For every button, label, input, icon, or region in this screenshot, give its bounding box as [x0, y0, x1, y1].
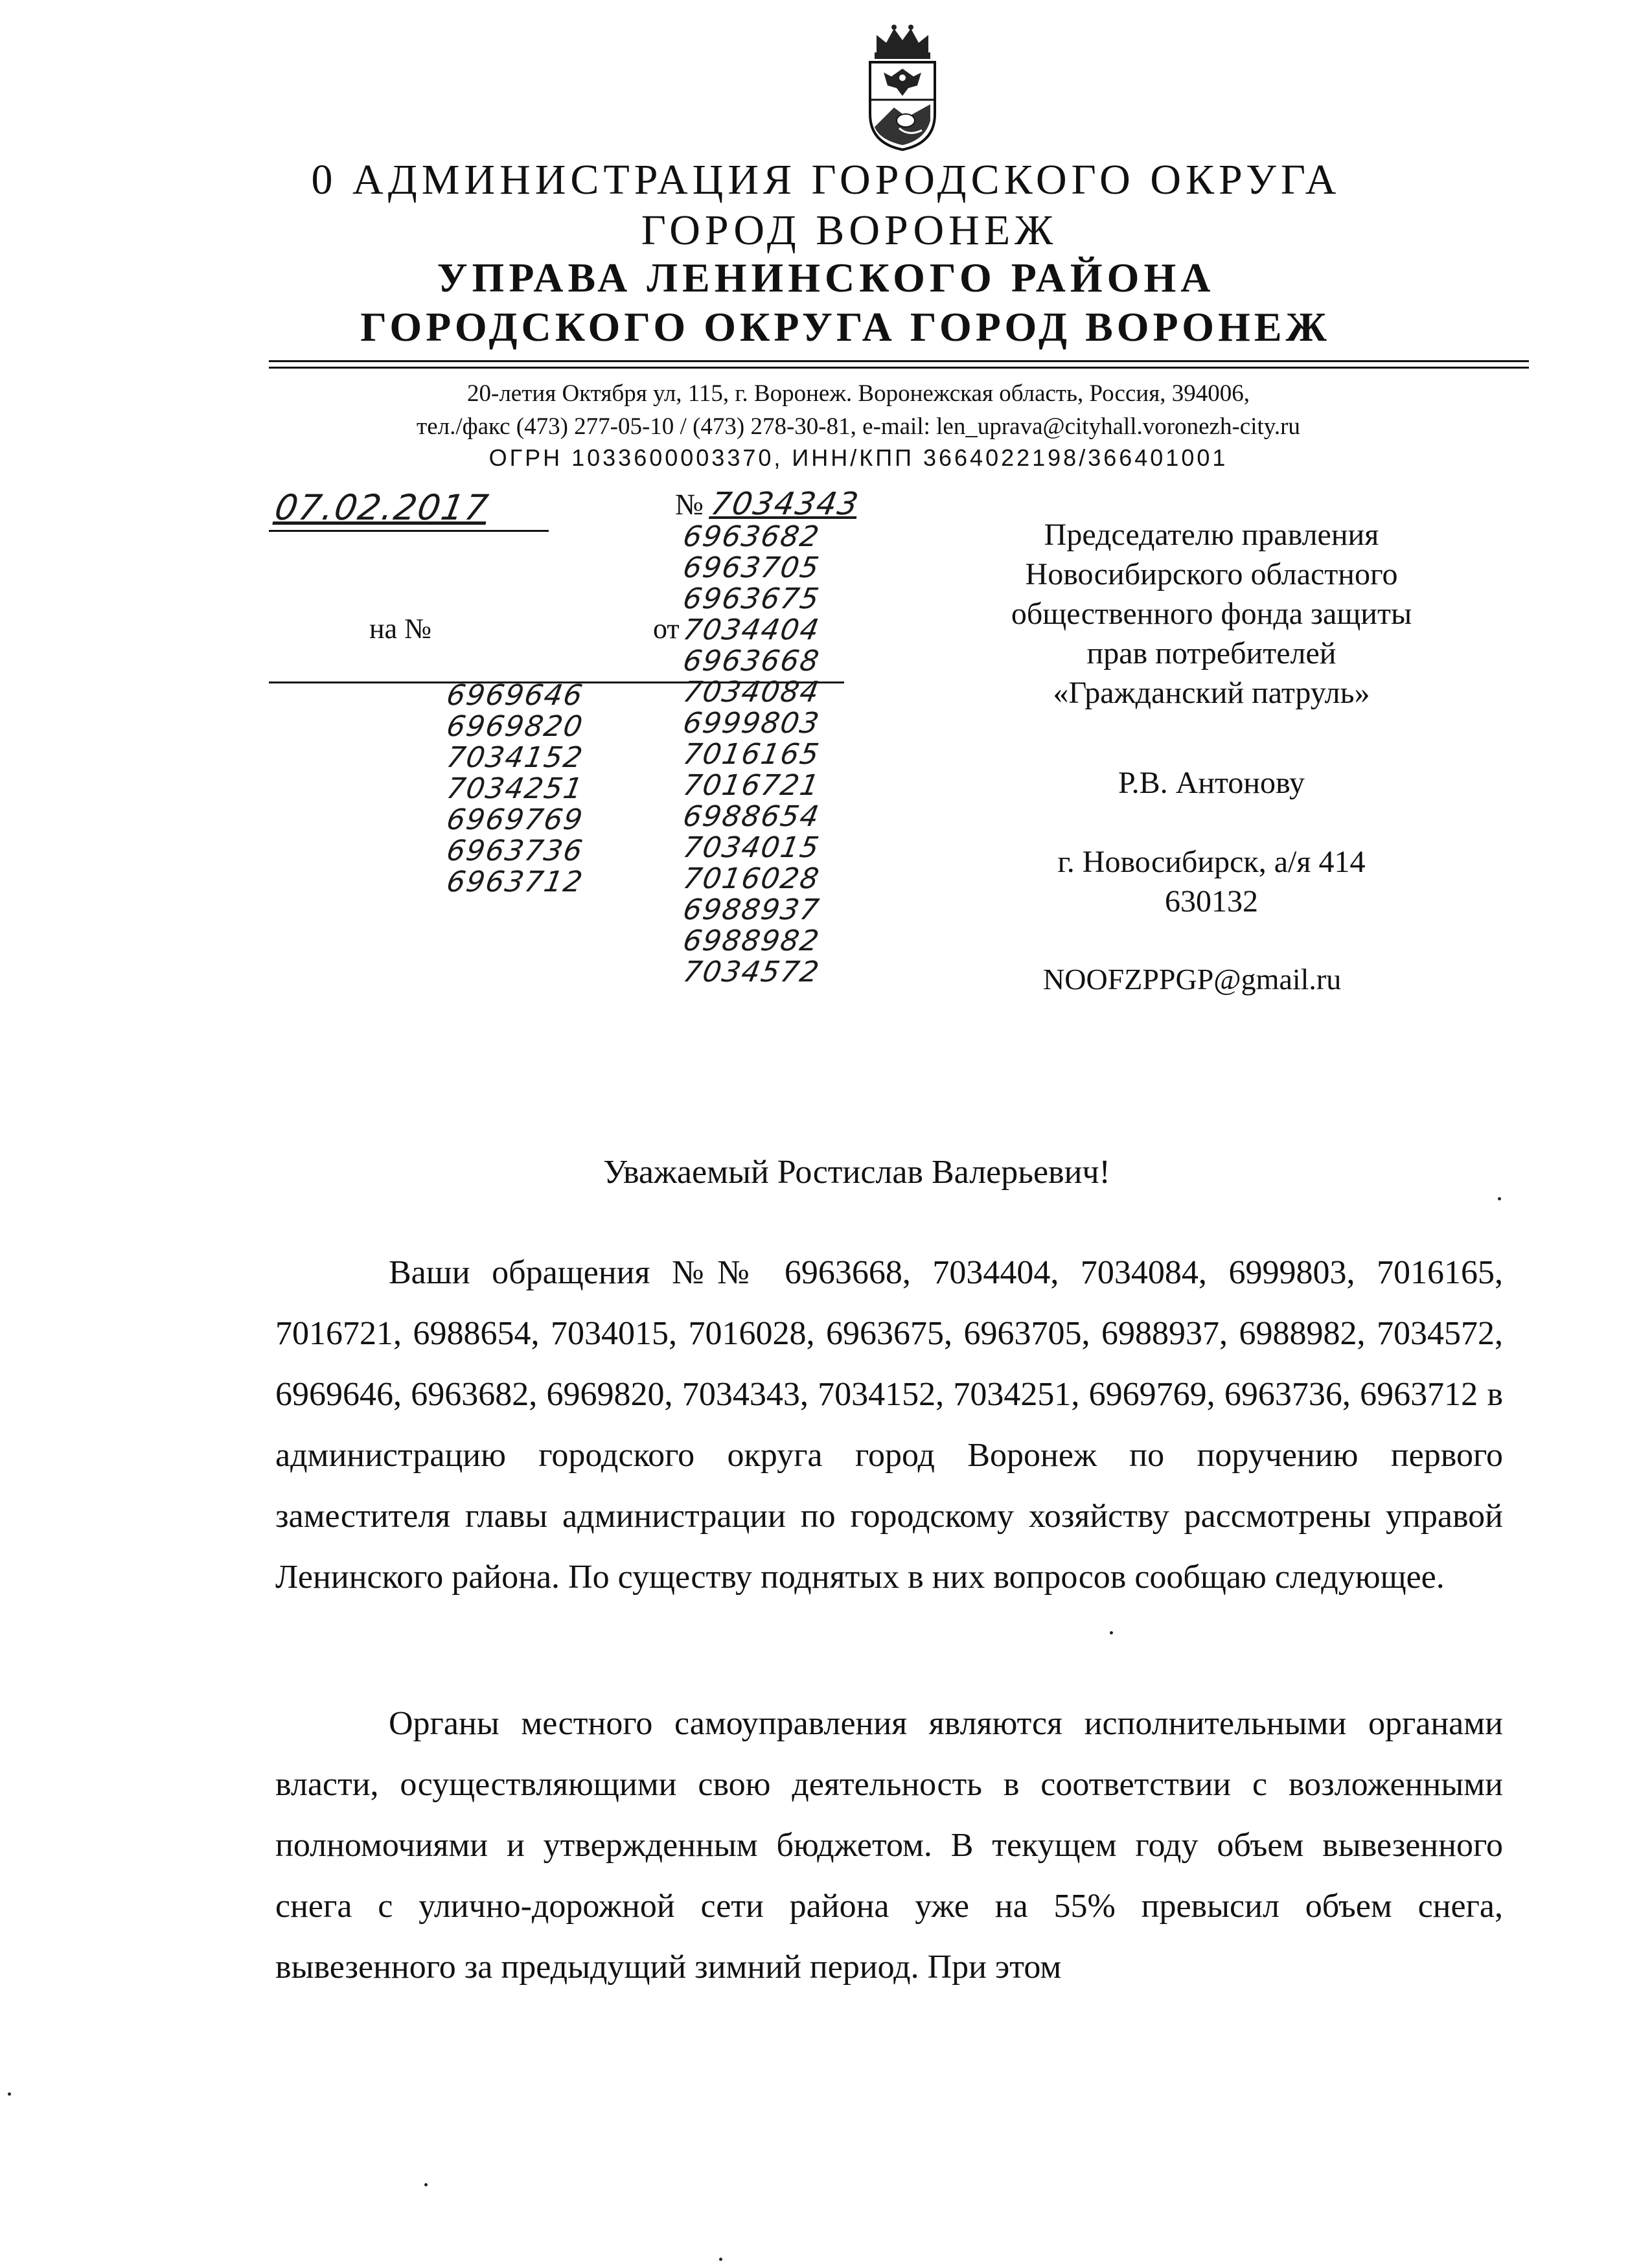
addressee-line: общественного фонда защиты [1011, 597, 1412, 631]
reference-number: 6988982 [680, 924, 823, 957]
reference-number: 6963668 [680, 645, 823, 678]
reference-date-label: от [653, 613, 680, 645]
outgoing-date: 07.02.2017 [271, 487, 492, 528]
reference-number: 6963682 [680, 520, 823, 553]
scan-speck [424, 2183, 428, 2186]
reference-number: 7034572 [680, 956, 823, 989]
scan-speck [8, 2092, 11, 2096]
reference-number: 7016028 [680, 862, 823, 895]
header-administration: 0 АДМИНИСТРАЦИЯ ГОРОДСКОГО ОКРУГА [311, 156, 1341, 203]
header-uprava: УПРАВА ЛЕНИНСКОГО РАЙОНА [437, 255, 1215, 301]
addressee-line: «Гражданский патруль» [1053, 676, 1370, 710]
reference-number: 7034084 [680, 676, 823, 709]
reference-numbers-left [444, 679, 586, 899]
addressee-address [907, 842, 1516, 921]
reference-number: 6963705 [680, 551, 823, 584]
header-city-district: ГОРОДСКОГО ОКРУГА ГОРОД ВОРОНЕЖ [360, 304, 1331, 350]
reference-numbers-right [680, 520, 823, 989]
reference-number: 6963675 [680, 582, 823, 615]
body-paragraph-2: Органы местного самоуправления являются исполнительными органами власти, осуществляющими свою деятельность в соответствии с возложенными полномочиями и утвержденным бюджетом. В текущем году объем вывезенного снега с улично-дорожной сети района уже на 55% превысил объем снега, вывезенного за предыдущий зимний период. При этом [275, 1705, 1503, 1986]
reference-number: 7016165 [680, 738, 823, 771]
body-paragraph-1: Ваши обращения №№ 6963668, 7034404, 7034084, 6999803, 7016165, 7016721, 6988654, 7034015, 7016028, 6963675, 6963705, 6988937, 6988982, 7034572, 6969646, 6963682, 6969820, 7034343, 7034152, 7034251, 6969769, 6963736, 6963712 в администрацию городского округа город Воронеж по поручению первого заместителя главы администрации по городскому хозяйству рассмотрены управой Ленинского района. По существу поднятых в них вопросов сообщаю следующее. [275, 1254, 1503, 1596]
reference-number: 6963712 [444, 865, 586, 899]
outgoing-number-label: № [675, 488, 704, 521]
postal-address: 20-летия Октября ул, 115, г. Воронеж. Воронежская область, Россия, 394006, [467, 380, 1250, 407]
addressee-postcode: 630132 [1165, 884, 1258, 919]
header-divider-bottom [269, 367, 1529, 369]
scan-speck [1110, 1631, 1113, 1634]
reference-number: 6969646 [444, 679, 586, 712]
addressee-line: прав потребителей [1086, 636, 1337, 670]
reference-number: 6999803 [680, 707, 823, 740]
reference-number: 6969820 [444, 710, 586, 743]
reference-number: 6988937 [680, 893, 823, 926]
reference-number: 7034404 [680, 613, 823, 647]
outgoing-number: 7034343 [708, 486, 862, 522]
reference-number: 7034152 [444, 741, 586, 774]
salutation: Уважаемый Ростислав Валерьевич! [603, 1154, 1110, 1191]
addressee-email: NOOFZPPGP@gmail.ru [1043, 963, 1342, 996]
addressee-name: Р.В. Антонову [1118, 766, 1305, 800]
date-underline [269, 530, 549, 532]
addressee-position [907, 515, 1516, 713]
reference-number: 6963736 [444, 834, 586, 867]
addressee-line: Новосибирского областного [1025, 557, 1398, 591]
addressee-city: г. Новосибирск, а/я 414 [1057, 845, 1366, 879]
reference-number: 6988654 [680, 800, 823, 833]
scan-speck [1498, 1197, 1501, 1200]
reference-number-label: на № [369, 613, 432, 645]
contact-phones-email: тел./факс (473) 277-05-10 / (473) 278-30-81, e-mail: len_uprava@cityhall.voronezh-city.ru [417, 413, 1300, 440]
reference-number: 6969769 [444, 803, 586, 836]
scan-speck [719, 2258, 722, 2261]
registration-ids: ОГРН 1033600003370, ИНН/КПП 3664022198/366401001 [488, 444, 1228, 471]
reference-number: 7034015 [680, 831, 823, 864]
header-city: ГОРОД ВОРОНЕЖ [641, 207, 1058, 254]
reference-number: 7034251 [444, 772, 586, 805]
addressee-line: Председателю правления [1044, 518, 1379, 552]
city-coat-of-arms [860, 23, 945, 153]
reference-number: 7016721 [680, 769, 823, 802]
header-divider-top [269, 360, 1529, 362]
